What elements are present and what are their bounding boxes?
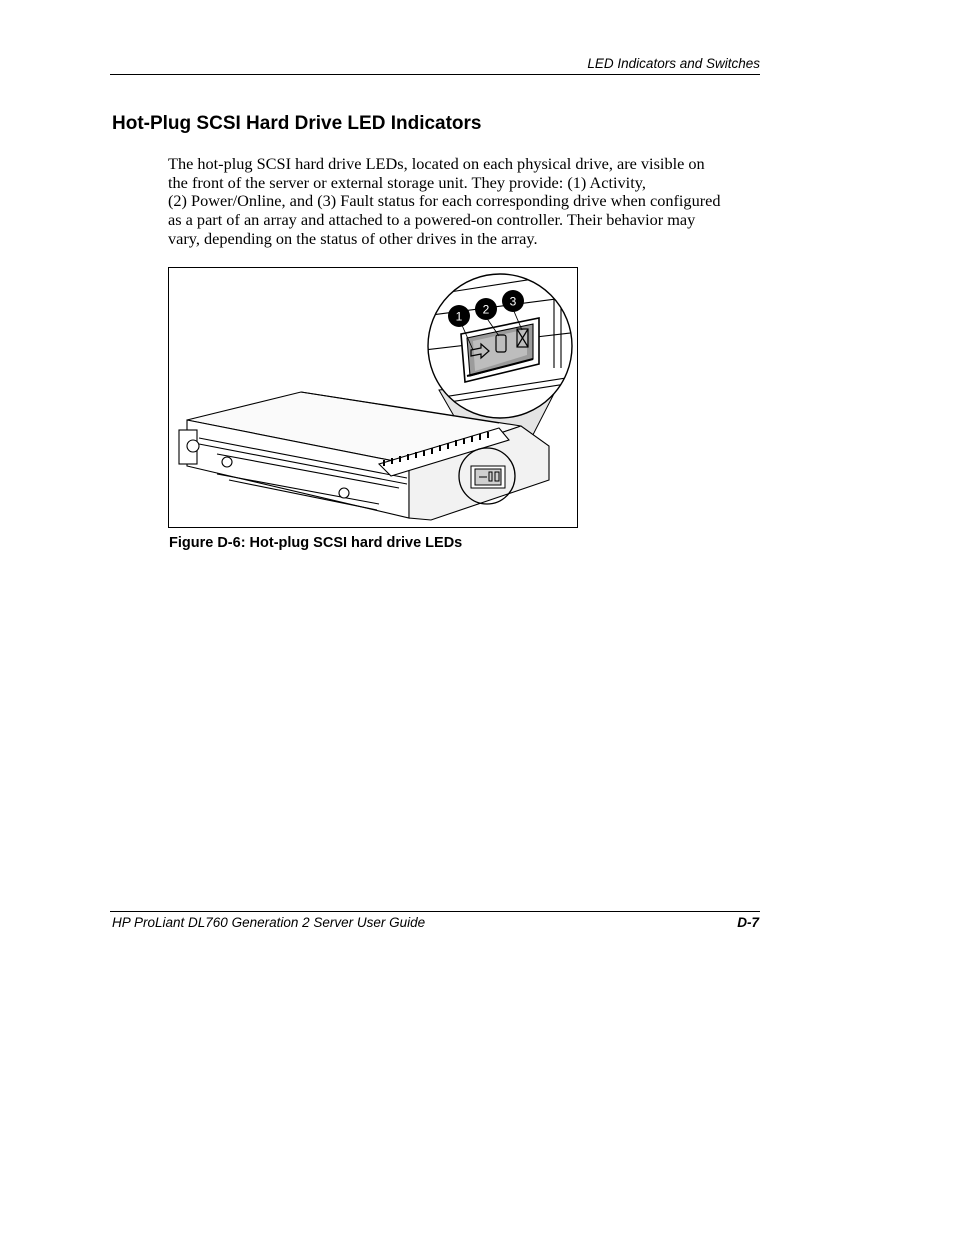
footer-rule	[110, 911, 760, 912]
figure-caption: Figure D-6: Hot-plug SCSI hard drive LEDs	[169, 535, 463, 551]
body-paragraph	[168, 155, 768, 249]
callout-3-label: 3	[509, 294, 517, 309]
paragraph-line: The hot-plug SCSI hard drive LEDs, located on each physical drive, are visible on	[168, 154, 705, 173]
footer-page-number: D-7	[737, 915, 759, 930]
paragraph-line: as a part of an array and attached to a powered-on controller. Their behavior may	[168, 210, 696, 230]
header-rule	[110, 74, 760, 75]
callout-3	[502, 290, 524, 312]
callout-2	[475, 298, 497, 320]
callout-1	[448, 305, 470, 327]
hard-drive-illustration	[169, 268, 578, 528]
figure-hard-drive-illustration	[168, 267, 578, 528]
footer-book-title: HP ProLiant DL760 Generation 2 Server User Guide	[112, 915, 426, 930]
running-header: LED Indicators and Switches	[587, 56, 760, 71]
callout-1-label: 1	[455, 309, 463, 324]
paragraph-line: the front of the server or external storage unit. They provide: (1) Activity,	[168, 172, 646, 192]
paragraph-line: (2) Power/Online, and (3) Fault status for each corresponding drive when configured	[168, 191, 721, 211]
paragraph-line: vary, depending on the status of other drives in the array.	[168, 228, 538, 248]
section-title: Hot-Plug SCSI Hard Drive LED Indicators	[112, 113, 482, 134]
led-panel-small	[471, 466, 505, 488]
callout-2-label: 2	[482, 302, 490, 317]
